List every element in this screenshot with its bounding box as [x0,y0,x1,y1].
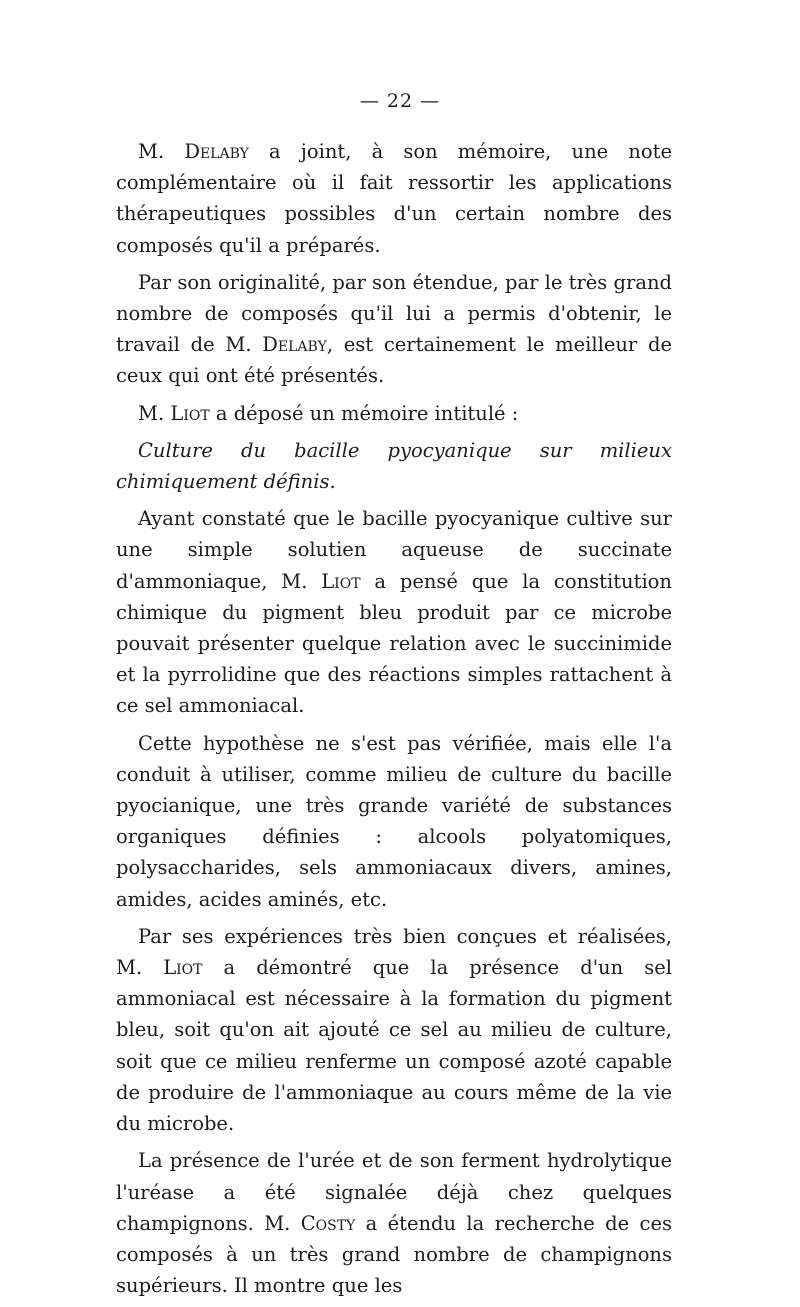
paragraph-text: , est certainement le meilleur de ceux qui ont été présentés. [116,333,672,388]
author-name: Costy [300,1211,356,1235]
paragraph-text: a déposé un mémoire intitulé : [209,401,519,425]
paragraph-delaby-note [116,136,672,261]
memoir-title: Culture du bacille pyocyanique sur milieux chimiquement définis. [116,438,672,494]
author-name: Liot [163,956,203,980]
paragraph-text: a joint, à son mémoire, une note complémentaire où il fait ressortir les applications thérapeutiques possibles d'un certain nombre des composés qu'il a préparés. [116,140,672,257]
paragraph-text: Par ses expériences très bien conçues et réalisées, M. [116,924,672,980]
body-text [116,136,672,1307]
paragraph-liot-hypothesis [116,503,672,721]
paragraph-text: a démontré que la présence d'un sel ammoniacal est nécessaire à la formation du pigment bleu, soit qu'on ait ajouté ce sel au milieu de culture, soit que ce milieu renferme un composé azoté capable de produire de l'ammoniaque au cours même de la vie du microbe. [116,956,672,1136]
paragraph-delaby-evaluation [116,267,672,392]
author-name: Liot [321,569,361,593]
paragraph-text: La présence de l'urée et de son ferment hydrolytique l'uréase a été signalée déjà chez quelques champignons. M. [116,1149,672,1235]
paragraph-text: a pensé que la constitution chimique du pigment bleu produit par ce microbe pouvait présenter quelque relation avec le succinimide et la pyrrolidine que des réactions simples rattachent à ce sel ammoniacal. [116,569,672,718]
paragraph-liot-intro [116,398,672,429]
author-name: Delaby [262,333,327,357]
paragraph-text: Ayant constaté que le bacille pyocyanique cultive sur une simple solutien aqueuse de succinate d'ammoniaque, M. [116,507,672,593]
paragraph-liot-substances: Cette hypothèse ne s'est pas vérifiée, mais elle l'a conduit à utiliser, comme milieu de culture du bacille pyocianique, une très grande variété de substances organiques définies : alcools polyatomiques, polysaccharides, sels ammoniacaux divers, amines, amides, acides aminés, etc. [116,731,672,911]
page-number: — 22 — [359,90,441,112]
paragraph-text: Par son originalité, par son étendue, par le très grand nombre de composés qu'il lui a permis d'obtenir, le travail de M. [116,270,672,357]
paragraph-text: M. [138,401,171,425]
paragraph-liot-results [116,921,672,1139]
author-name: Delaby [184,140,249,163]
paragraph-text: a étendu la recherche de ces composés à un très grand nombre de champignons supérieurs. Il montre que les [116,1211,672,1298]
author-name: Liot [170,401,210,425]
paragraph-costy [116,1145,672,1301]
paragraph-text: M. [138,140,185,163]
